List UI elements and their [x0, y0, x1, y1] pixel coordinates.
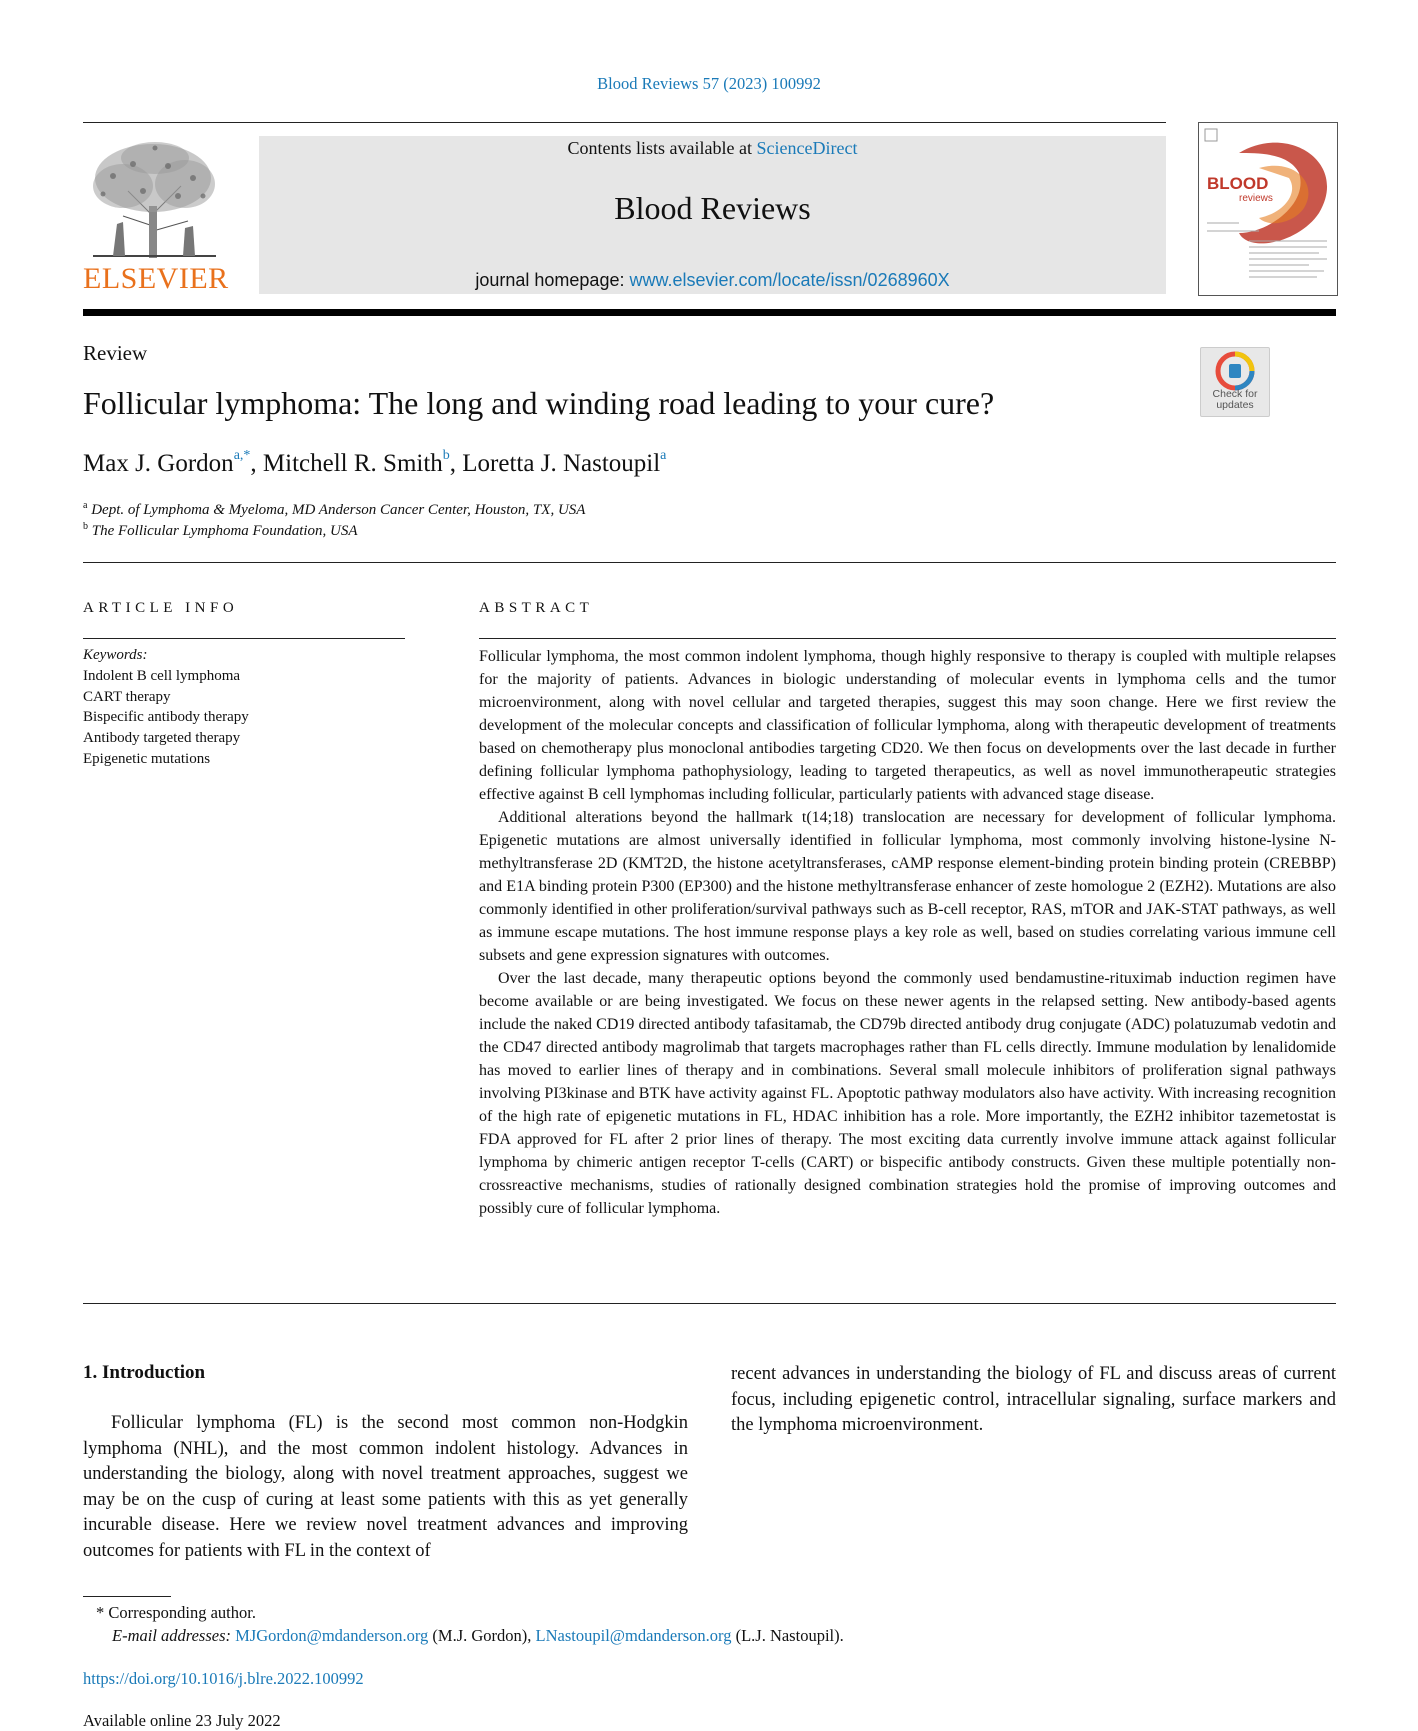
- available-online-date: Available online 23 July 2022: [83, 1711, 281, 1730]
- abstract-paragraph: Over the last decade, many therapeutic options beyond the commonly used bendamustine-rituximab induction regimen have become available or are being investigated. We focus on these newer agents in the relapsed setting. New antibody-based agents include the naked CD19 directed antibody tafasitamab, the CD79b directed antibody drug conjugate (ADC) polatuzumab vedotin and the CD47 directed antibody magrolimab that targets macrophages rather than FL cells directly. Immune modulation by lenalidomide has moved to earlier lines of therapy and in combinations. Several small molecule inhibitors of proliferation signal pathways involving PI3kinase and BTK have activity against FL. Apoptotic pathway modulators also have activity. With increasing recognition of the high rate of epigenetic mutations in FL, HDAC inhibition has a role. More importantly, the EZH2 inhibitor tazemetostat is FDA approved for FL after 2 prior lines of therapy. The most exciting data currently involve immune attack against follicular lymphoma by chimeric antigen receptor T-cells (CART) or bispecific antibody constructs. Given these multiple potentially non-crossreactive mechanisms, studies of rationally designed combination strategies hold the promise of improving outcomes and possibly cure of follicular lymphoma.: [479, 970, 1336, 1217]
- keyword-item: Indolent B cell lymphoma: [83, 667, 241, 684]
- body-paragraph: recent advances in understanding the biology of FL and discuss areas of current focus, including epigenetic control, intracellular signaling, surface markers and the lymphoma microenvironment.: [731, 1364, 1336, 1436]
- abstract-paragraph: Follicular lymphoma, the most common indolent lymphoma, though highly responsive to therapy is coupled with multiple relapses for the majority of patients. Advances in biologic understanding of molecular events in lymphoma cells and the tumor microenvironment, along with novel cellular and targeted therapies, suggest this may soon change. Here we first review the development of the molecular concepts and classification of follicular lymphoma, along with therapeutic development of treatments based on chemotherapy plus monoclonal antibodies targeting CD20. We then focus on developments over the last decade in further defining follicular lymphoma pathophysiology, leading to targeted therapeutics, as well as novel immunotherapeutic strategies effective against B cell lymphomas including follicular, particularly patients with advanced stage disease.: [479, 648, 1336, 803]
- check-updates-icon: [1215, 351, 1255, 391]
- body-column-right: [731, 1362, 1336, 1439]
- journal-banner: [259, 136, 1166, 294]
- sciencedirect-link[interactable]: ScienceDirect: [756, 138, 858, 158]
- author-separator: ,: [449, 450, 463, 477]
- section-heading-introduction: 1. Introduction: [83, 1362, 206, 1383]
- abstract-heading: ABSTRACT: [479, 600, 594, 616]
- article-title: Follicular lymphoma: The long and winding road leading to your cure?: [83, 385, 995, 421]
- author-name[interactable]: Max J. Gordon: [83, 450, 234, 477]
- affiliation-mark: a: [83, 500, 88, 511]
- section-rule: [83, 562, 1336, 563]
- abstract-body: [479, 645, 1336, 1220]
- cover-subtitle: reviews: [1239, 193, 1273, 204]
- journal-name: Blood Reviews: [614, 190, 811, 226]
- email-addresses: [112, 1626, 844, 1646]
- affiliation-text: The Follicular Lymphoma Foundation, USA: [91, 523, 358, 539]
- contents-prefix: Contents lists available at: [567, 138, 757, 158]
- keywords-list: [83, 645, 249, 770]
- doi-link[interactable]: https://doi.org/10.1016/j.blre.2022.100992: [83, 1669, 364, 1688]
- contents-line: [259, 138, 1166, 159]
- author-name[interactable]: Loretta J. Nastoupil: [462, 450, 661, 477]
- body-paragraph: Follicular lymphoma (FL) is the second most common non-Hodgkin lymphoma (NHL), and the most common indolent histology. Advances in understanding the biology, along with novel treatment approaches, suggest we may be on the cusp of curing at least some patients with this as yet generally incurable disease. Here we review novel treatment advances and improving outcomes for patients with FL in the context of: [83, 1413, 688, 1561]
- keyword-item: Antibody targeted therapy: [83, 730, 241, 747]
- homepage-prefix: journal homepage:: [475, 270, 630, 290]
- keywords-label: Keywords:: [83, 647, 148, 663]
- author-affiliation-mark[interactable]: a: [660, 448, 667, 463]
- author-name[interactable]: Mitchell R. Smith: [262, 450, 443, 477]
- author-affiliation-mark[interactable]: a,*: [233, 448, 251, 463]
- footnote-rule: [83, 1596, 171, 1597]
- homepage-line: [259, 270, 1166, 291]
- corresponding-author-note: * Corresponding author.: [96, 1603, 256, 1622]
- elsevier-wordmark: ELSEVIER: [83, 262, 229, 295]
- affiliation-mark: b: [83, 521, 88, 532]
- body-column-left: [83, 1411, 688, 1565]
- email-label: E-mail addresses:: [112, 1626, 231, 1645]
- abstract-paragraph: Additional alterations beyond the hallmark t(14;18) translocation are necessary for development of follicular lymphoma. Epigenetic mutations are almost universally identified in follicular lymphoma, most commonly involving histone-lysine N-methyltransferase 2D (KMT2D, the histone acetyltransferases, cAMP response element-binding protein binding protein (CREBBP) and E1A binding protein P300 (EP300) and the histone methyltransferase enhancer of zeste homologue 2 (EZH2). Mutations are also commonly identified in other proliferation/survival pathways such as B-cell receptor, RAS, mTOR and JAK-STAT pathways, as well as immune escape mutations. The host immune response plays a key role as well, based on studies correlating various immune cell subsets and gene expression signatures with outcomes.: [479, 809, 1336, 964]
- affiliation: [83, 521, 358, 540]
- cover-art-icon: [1199, 123, 1337, 295]
- email-link[interactable]: LNastoupil@mdanderson.org: [535, 1626, 732, 1645]
- cover-title: BLOOD: [1207, 174, 1269, 193]
- check-updates-label: Check for updates: [1212, 388, 1258, 411]
- article-info-heading: ARTICLE INFO: [83, 600, 239, 616]
- article-type: Review: [83, 341, 148, 365]
- abstract-rule: [479, 638, 1336, 639]
- email-link[interactable]: MJGordon@mdanderson.org: [235, 1626, 429, 1645]
- journal-cover-thumbnail[interactable]: [1198, 122, 1338, 296]
- article-info-rule: [83, 638, 405, 639]
- affiliation-text: Dept. of Lymphoma & Myeloma, MD Anderson Cancer Center, Houston, TX, USA: [91, 502, 586, 518]
- keyword-item: CART therapy: [83, 688, 171, 705]
- header-rule: [83, 122, 1166, 123]
- email-owner: (M.J. Gordon),: [428, 1626, 536, 1645]
- author-separator: ,: [250, 450, 263, 477]
- author-list: [83, 450, 666, 478]
- keyword-item: Epigenetic mutations: [83, 750, 211, 767]
- elsevier-logo: [83, 136, 229, 296]
- abstract-bottom-rule: [83, 1303, 1336, 1304]
- homepage-link[interactable]: www.elsevier.com/locate/issn/0268960X: [629, 270, 950, 290]
- email-owner: (L.J. Nastoupil).: [731, 1626, 844, 1645]
- author-affiliation-mark[interactable]: b: [442, 448, 450, 463]
- header-thick-rule: [83, 309, 1336, 316]
- affiliation: [83, 500, 585, 519]
- journal-citation-link[interactable]: Blood Reviews 57 (2023) 100992: [597, 74, 821, 93]
- elsevier-tree-icon: [83, 136, 226, 264]
- keyword-item: Bispecific antibody therapy: [83, 709, 249, 726]
- check-for-updates-button[interactable]: [1200, 347, 1270, 417]
